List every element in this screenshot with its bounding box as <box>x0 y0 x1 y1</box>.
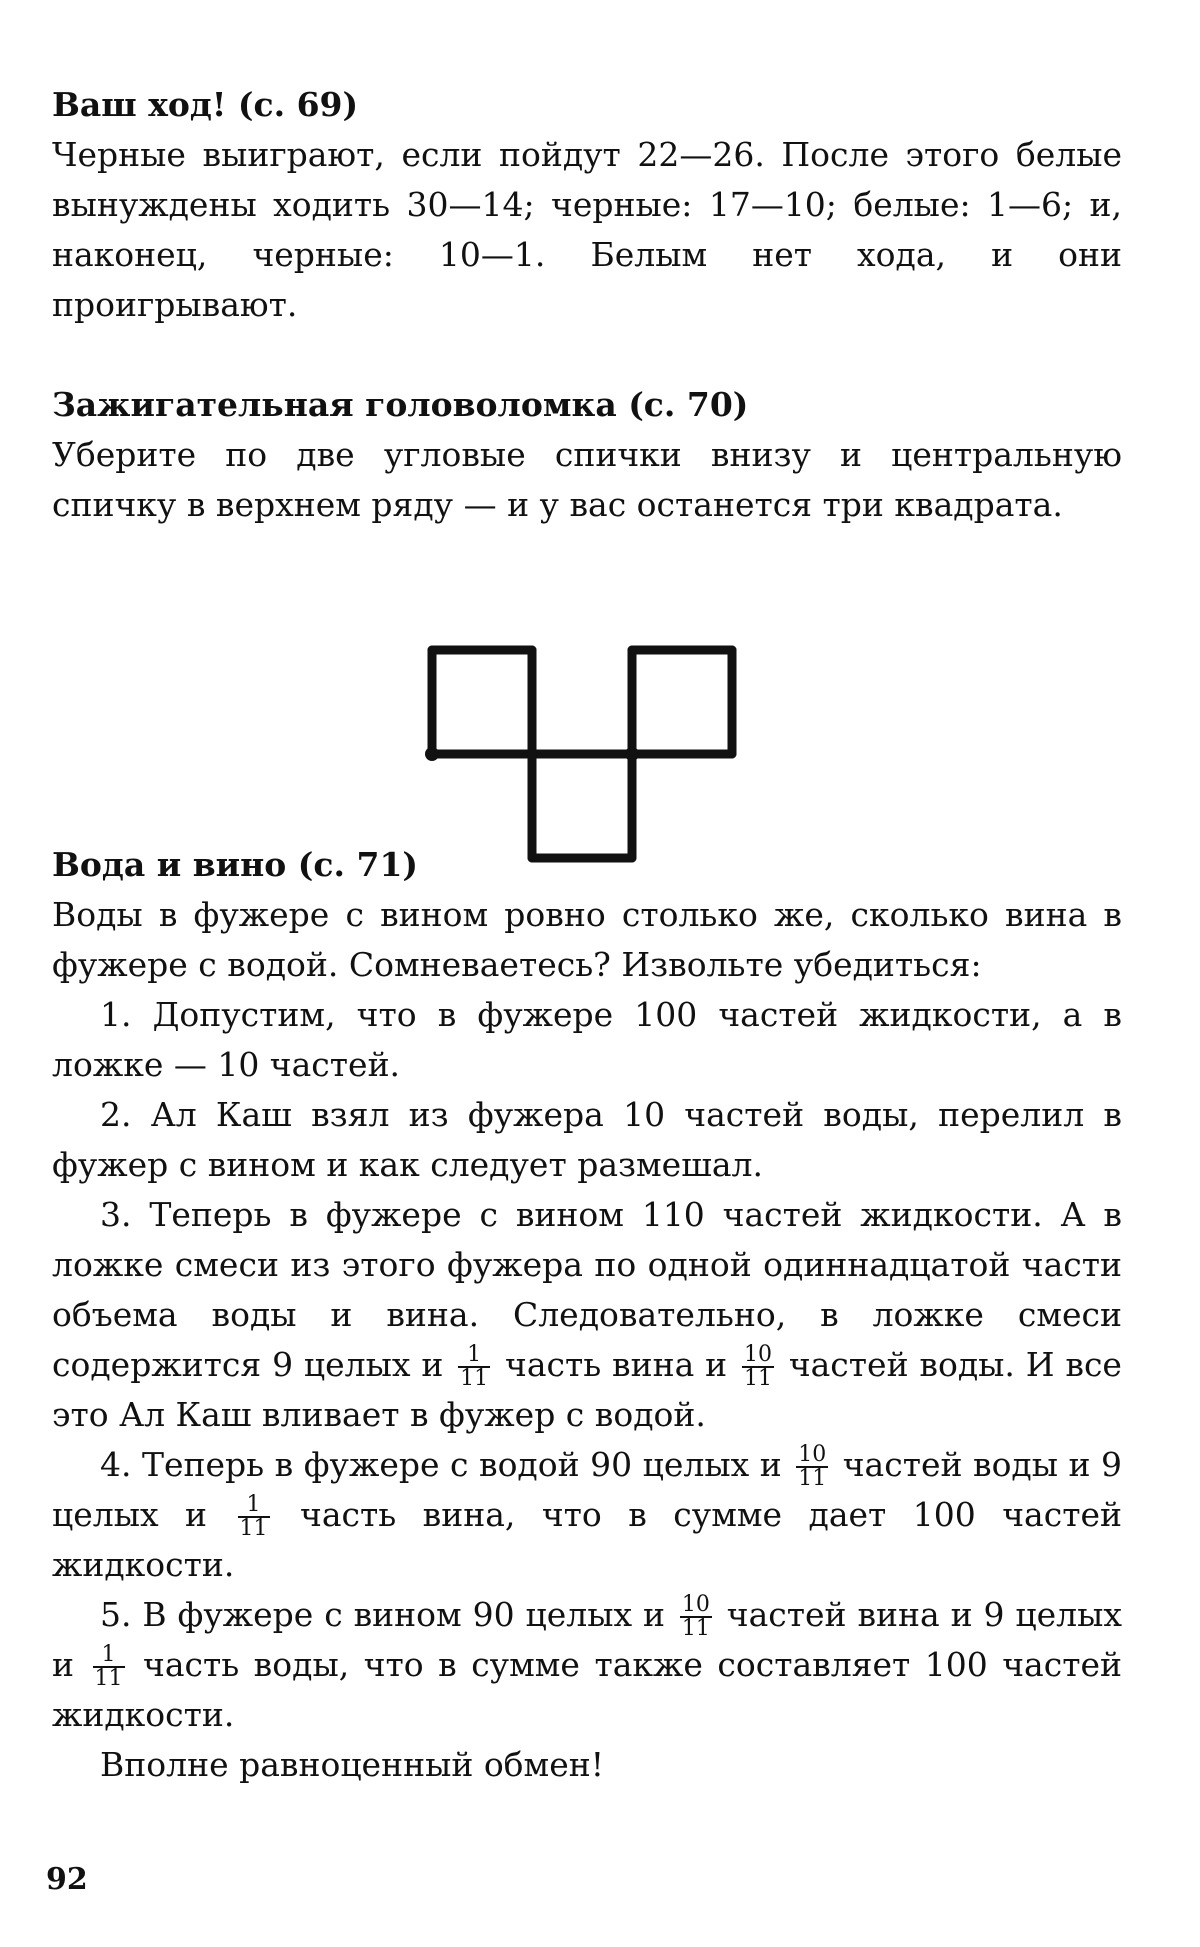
list-item-4 <box>52 1440 1122 1590</box>
text-water-wine-intro: Воды в фужере с вином ровно столько же, сколько вина в фужере с водой. Сомневаетесь? Извольте убедиться: <box>52 895 1122 984</box>
heading-match-puzzle: Зажигательная головоломка (с. 70) <box>52 385 749 424</box>
fraction-ten-elevenths <box>742 1344 774 1390</box>
match-head <box>625 747 639 761</box>
list-item-1: 1. Допустим, что в фужере 100 частей жидкости, а в ложке — 10 частей. <box>52 995 1122 1084</box>
section-water-wine <box>52 840 1122 1790</box>
heading-water-wine: Вода и вино (с. 71) <box>52 845 419 884</box>
list-item-5-part-b: частей вина и 9 целых и <box>52 1595 1122 1684</box>
list-item-4-part-b: частей воды и 9 целых и <box>52 1445 1123 1534</box>
page-content <box>52 80 1123 1784</box>
match-head <box>527 749 537 759</box>
list-item-3-part-b: часть вина и <box>505 1345 728 1384</box>
list-item-5-part-a: 5. В фужере с вином 90 целых и <box>100 1595 665 1634</box>
fraction-numerator: 10 <box>743 1342 772 1367</box>
fraction-one-eleventh <box>93 1644 125 1690</box>
fraction-denominator: 11 <box>743 1366 772 1391</box>
list-item-3-part-a: 3. Теперь в фужере с вином 110 частей жидкости. А в ложке смеси из этого фужера по одной одиннадцатой части объема воды и вина. Следовательно, в ложке смеси содержится 9 целых и <box>52 1195 1122 1384</box>
fraction-ten-elevenths <box>680 1594 712 1640</box>
fraction-numerator: 10 <box>681 1592 710 1617</box>
heading-your-move: Ваш ход! (с. 69) <box>52 85 359 124</box>
fraction-one-eleventh <box>238 1494 270 1540</box>
match-head <box>425 747 439 761</box>
section-match-puzzle <box>52 380 1122 530</box>
text-match-puzzle: Уберите по две угловые спички внизу и центральную спичку в верхнем ряду — и у вас останется три квадрата. <box>52 435 1122 524</box>
page-number: 92 <box>46 1862 88 1897</box>
fraction-denominator: 11 <box>239 1516 268 1541</box>
fraction-denominator: 11 <box>94 1666 123 1691</box>
list-item-4-part-a: 4. Теперь в фужере с водой 90 целых и <box>100 1445 782 1484</box>
list-item-5 <box>52 1590 1122 1740</box>
list-item-2: 2. Ал Каш взял из фужера 10 частей воды, перелил в фужер с вином и как следует размешал. <box>52 1095 1122 1184</box>
list-item-3-part-c: частей воды. И все это Ал Каш вливает в фужер с водой. <box>52 1345 1122 1434</box>
fraction-numerator: 1 <box>93 1644 125 1668</box>
fraction-numerator: 1 <box>458 1344 490 1368</box>
text-your-move: Черные выиграют, если пойдут 22—26. После этого белые вынуждены ходить 30—14; черные: 17—10; белые: 1—6; и, наконец, черные: 10—1. Белым нет хода, и они проигрывают. <box>52 135 1122 324</box>
section-your-move <box>52 80 1122 330</box>
fraction-denominator: 11 <box>460 1366 489 1391</box>
list-item-4-part-c: часть вина, что в сумме дает 100 частей жидкости. <box>52 1495 1122 1584</box>
fraction-denominator: 11 <box>798 1466 827 1491</box>
fraction-ten-elevenths <box>796 1444 828 1490</box>
fraction-numerator: 1 <box>238 1494 270 1518</box>
fraction-one-eleventh <box>458 1344 490 1390</box>
fraction-denominator: 11 <box>681 1616 710 1641</box>
fraction-numerator: 10 <box>798 1442 827 1467</box>
list-item-5-part-c: часть воды, что в сумме также составляет 100 частей жидкости. <box>52 1645 1122 1734</box>
closing-line: Вполне равноценный обмен! <box>100 1745 605 1784</box>
list-item-3 <box>52 1190 1122 1440</box>
